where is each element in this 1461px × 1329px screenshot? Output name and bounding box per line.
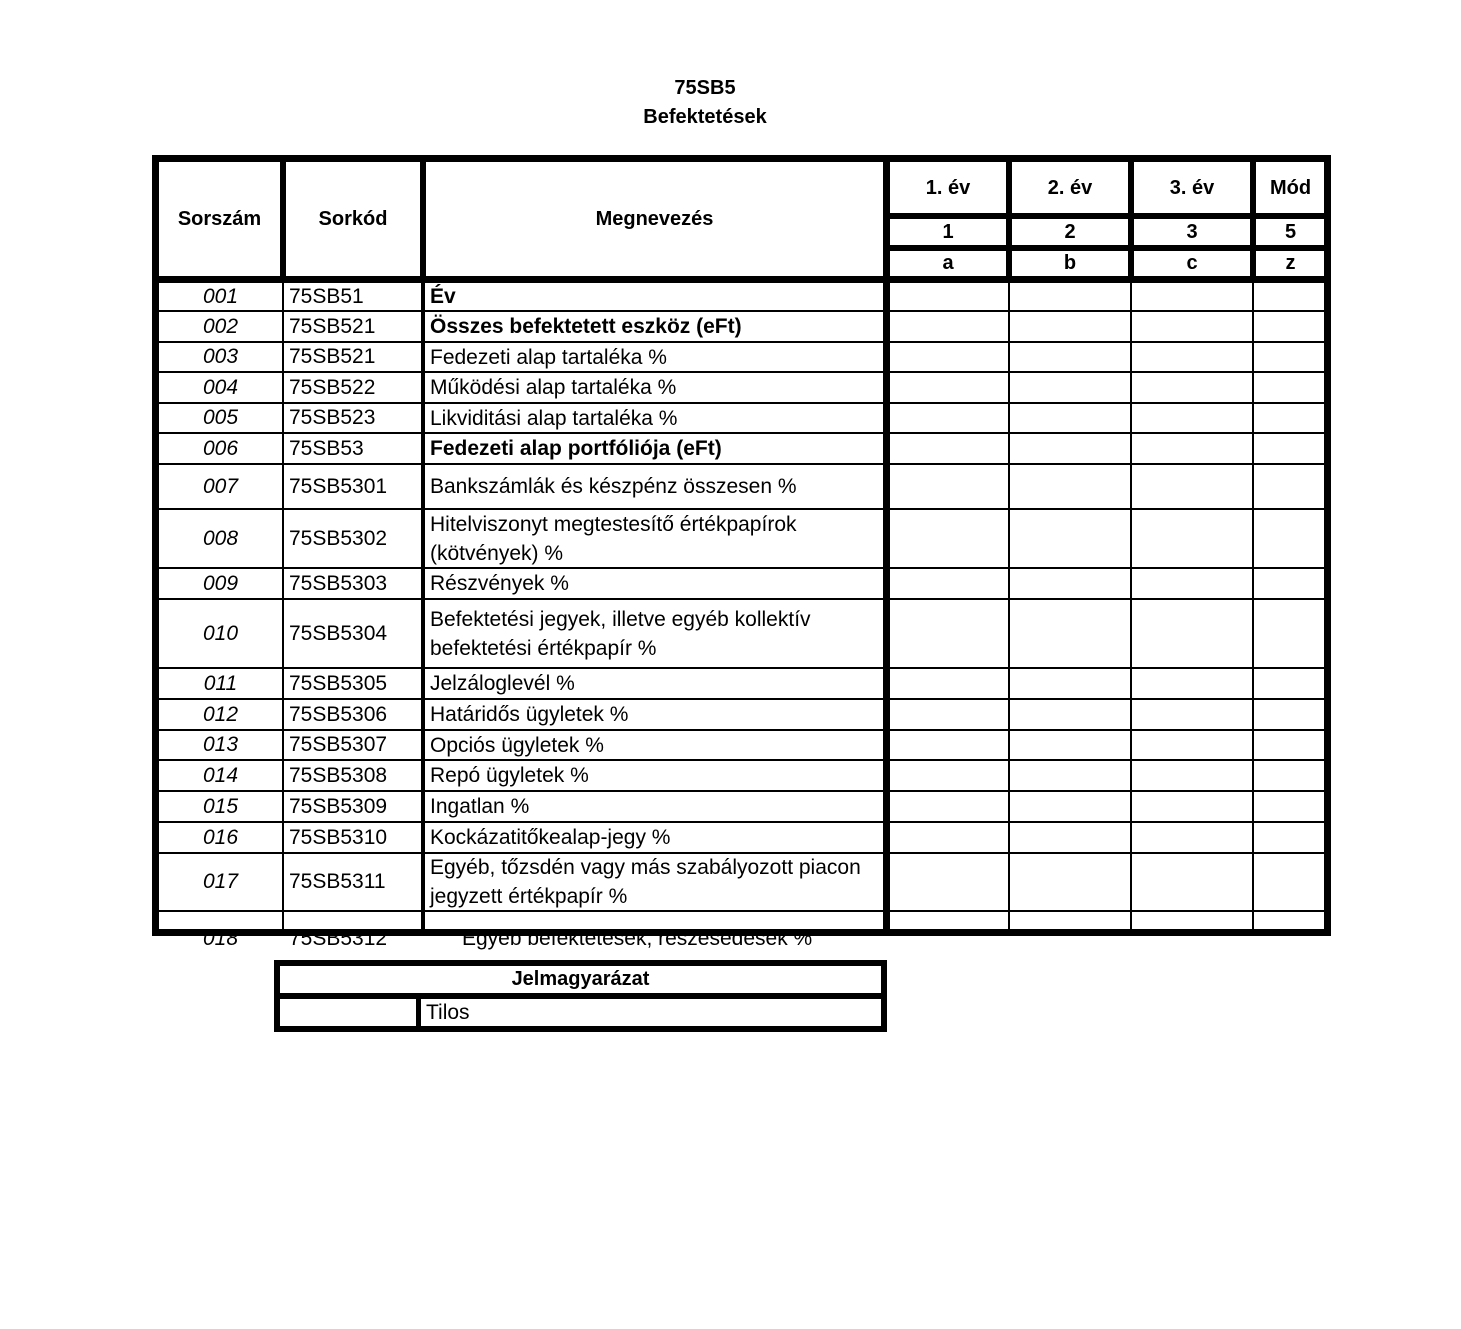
header-bottom-line [159,276,1324,283]
value-cell-ev1[interactable] [890,912,1008,965]
value-cell-ev1[interactable] [890,373,1008,402]
legend-swatch [280,999,416,1026]
row-code: 75SB5305 [289,671,388,695]
row-code: 75SB5312 [289,926,388,950]
value-cell-ev1[interactable] [890,700,1008,729]
table-row [159,761,1324,790]
value-cell-mod[interactable] [1254,465,1324,508]
legend-item-label: Tilos [426,1001,470,1024]
value-cell-ev2[interactable] [1010,600,1130,667]
value-cell-ev1[interactable] [890,600,1008,667]
value-cell-mod[interactable] [1254,792,1324,821]
value-cell-ev1[interactable] [890,404,1008,432]
col-number-1: 1 [942,221,954,243]
col-header-sorszam: Sorszám [177,207,262,230]
row-code: 75SB5308 [289,763,388,787]
value-cell-mod[interactable] [1254,312,1324,341]
value-cell-ev1[interactable] [890,510,1008,567]
value-cell-mod[interactable] [1254,404,1324,432]
value-cell-ev2[interactable] [1010,761,1130,790]
row-name: Egyéb befektetések, részesedések % [462,927,813,950]
col-header-ev2: 2. év [1047,176,1093,199]
value-cell-ev3[interactable] [1132,854,1252,910]
row-name: Fedezeti alap portfóliója (eFt) [430,437,722,460]
value-cell-ev3[interactable] [1132,912,1252,965]
value-cell-mod[interactable] [1254,761,1324,790]
row-code: 75SB5310 [289,825,388,849]
table-row [159,669,1324,698]
table-row [159,434,1324,463]
investments-table [152,155,1331,950]
col-letter-b: b [1063,252,1077,274]
header-divider-1 [883,213,1324,219]
col-number-5: 5 [1284,221,1297,243]
value-cell-mod[interactable] [1254,510,1324,567]
row-code: 75SB53 [289,436,364,460]
col-header-sorkod: Sorkód [318,207,388,230]
col-letter-a: a [942,252,954,274]
row-code: 75SB521 [289,314,376,338]
value-cell-mod[interactable] [1254,434,1324,463]
col-divider-5 [1128,162,1134,276]
row-number: 012 [202,702,239,726]
row-name: Repó ügyletek % [430,764,589,787]
table-row [159,510,1324,567]
table-row [159,465,1324,508]
table-row [159,700,1324,729]
table-row [159,792,1324,821]
row-number: 006 [202,436,239,460]
row-code: 75SB5311 [289,870,386,893]
row-number: 015 [202,794,239,818]
value-cell-mod[interactable] [1254,823,1324,852]
value-cell-ev2[interactable] [1010,283,1130,310]
value-cell-ev3[interactable] [1132,600,1252,667]
value-cell-mod[interactable] [1254,283,1324,310]
row-name: Jelzáloglevél % [430,672,575,695]
table-row [159,283,1324,310]
value-cell-ev3[interactable] [1132,404,1252,432]
col-letter-c: c [1186,252,1198,274]
col-divider-4 [1006,162,1012,276]
value-cell-ev1[interactable] [890,792,1008,821]
value-cell-ev2[interactable] [1010,434,1130,463]
value-cell-ev3[interactable] [1132,761,1252,790]
row-number: 014 [202,763,239,787]
value-cell-mod[interactable] [1254,731,1324,759]
row-number: 009 [202,571,239,595]
value-cell-ev2[interactable] [1010,465,1130,508]
col-number-3: 3 [1186,221,1198,243]
value-cell-ev3[interactable] [1132,669,1252,698]
row-code: 75SB523 [289,406,376,429]
row-name: Részvények % [430,572,569,595]
value-cell-ev3[interactable] [1132,569,1252,598]
table-row [159,343,1324,371]
value-cell-mod[interactable] [1254,912,1324,965]
row-number: 003 [202,345,239,368]
col-header-ev3: 3. év [1169,176,1215,199]
legend-title: Jelmagyarázat [511,968,650,990]
value-cell-ev1[interactable] [890,823,1008,852]
value-cell-ev2[interactable] [1010,373,1130,402]
value-cell-ev3[interactable] [1132,792,1252,821]
value-cell-ev3[interactable] [1132,731,1252,759]
row-name: Egyéb, tőzsdén vagy más szabályozott piacon jegyzett értékpapír % [430,856,861,908]
row-code: 75SB5307 [289,733,388,756]
row-code: 75SB51 [289,284,364,308]
row-number: 018 [202,926,239,950]
row-name: Hitelviszonyt megtestesítő értékpapírok (kötvények) % [430,512,797,565]
table-row [159,404,1324,432]
value-cell-ev2[interactable] [1010,404,1130,432]
table-row [159,823,1324,852]
table-row [159,600,1324,667]
value-cell-ev1[interactable] [890,569,1008,598]
table-row [159,854,1324,910]
row-number: 002 [202,314,239,338]
value-cell-mod[interactable] [1254,569,1324,598]
page-title: Befektetések [643,106,767,128]
value-cell-ev2[interactable] [1010,343,1130,371]
value-cell-ev1[interactable] [890,434,1008,463]
value-cell-mod[interactable] [1254,343,1324,371]
row-code: 75SB5301 [289,474,388,498]
row-number: 013 [202,733,239,756]
row-code: 75SB5302 [289,526,388,550]
value-cell-ev1[interactable] [890,343,1008,371]
col-header-ev1: 1. év [925,176,971,199]
value-cell-ev1[interactable] [890,731,1008,759]
value-cell-ev1[interactable] [890,669,1008,698]
table-row [159,312,1324,341]
value-cell-ev3[interactable] [1132,373,1252,402]
legend-box [274,960,887,1032]
row-name: Összes befektetett eszköz (eFt) [430,315,742,338]
col-divider-2 [420,162,426,276]
col-letter-z: z [1285,252,1296,274]
row-name: Határidős ügyletek % [430,703,629,726]
row-name: Fedezeti alap tartaléka % [430,345,667,369]
row-code: 75SB5303 [289,571,388,595]
value-cell-ev3[interactable] [1132,434,1252,463]
col-divider-1 [280,162,286,276]
col-number-2: 2 [1064,221,1076,243]
value-cell-ev2[interactable] [1010,731,1130,759]
page-header [600,74,810,132]
row-name: Likviditási alap tartaléka % [430,406,678,430]
value-cell-ev1[interactable] [890,465,1008,508]
table-row [159,912,1324,965]
value-cell-ev2[interactable] [1010,569,1130,598]
value-cell-mod[interactable] [1254,669,1324,698]
row-code: 75SB5309 [289,794,388,818]
row-number: 005 [202,406,239,429]
value-cell-ev2[interactable] [1010,854,1130,910]
value-cell-ev3[interactable] [1132,700,1252,729]
value-cell-ev2[interactable] [1010,700,1130,729]
value-cell-ev1[interactable] [890,854,1008,910]
value-cell-ev2[interactable] [1010,510,1130,567]
row-code: 75SB522 [289,375,376,399]
col-header-mod: Mód [1269,176,1312,199]
value-cell-ev2[interactable] [1010,823,1130,852]
value-cell-ev3[interactable] [1132,465,1252,508]
value-cell-ev2[interactable] [1010,912,1130,965]
row-number: 017 [202,870,239,893]
row-code: 75SB521 [289,345,376,368]
value-cell-mod[interactable] [1254,600,1324,667]
row-name: Ingatlan % [430,795,530,818]
row-code: 75SB5304 [289,621,388,645]
row-number: 008 [202,526,239,550]
row-number: 011 [203,671,238,695]
row-name: Működési alap tartaléka % [430,376,677,399]
value-cell-ev3[interactable] [1132,823,1252,852]
table-row [159,731,1324,759]
row-number: 010 [202,621,239,645]
table-row [159,569,1324,598]
value-cell-ev1[interactable] [890,312,1008,341]
row-name: Bankszámlák és készpénz összesen % [430,475,797,498]
row-name: Befektetési jegyek, illetve egyéb kollektív befektetési értékpapír % [430,607,811,660]
table-row [159,373,1324,402]
row-number: 004 [202,375,239,399]
value-cell-mod[interactable] [1254,700,1324,729]
form-code: 75SB5 [674,77,736,99]
row-number: 007 [202,474,239,498]
row-number: 001 [202,284,239,308]
value-cell-ev2[interactable] [1010,792,1130,821]
row-number: 016 [202,825,239,849]
value-cell-ev2[interactable] [1010,669,1130,698]
value-cell-ev3[interactable] [1132,312,1252,341]
value-cell-ev3[interactable] [1132,283,1252,310]
value-cell-ev2[interactable] [1010,312,1130,341]
value-cell-ev1[interactable] [890,283,1008,310]
row-code: 75SB5306 [289,702,388,726]
col-divider-6 [1250,162,1256,276]
value-cell-mod[interactable] [1254,854,1324,910]
header-divider-2 [883,245,1324,251]
col-header-megnevezes: Megnevezés [595,207,714,230]
value-cell-ev3[interactable] [1132,343,1252,371]
value-cell-ev1[interactable] [890,761,1008,790]
row-name: Opciós ügyletek % [430,733,604,757]
row-name: Év [430,285,456,308]
value-cell-ev3[interactable] [1132,510,1252,567]
row-name: Kockázatitőkealap-jegy % [430,826,671,849]
value-cell-mod[interactable] [1254,373,1324,402]
